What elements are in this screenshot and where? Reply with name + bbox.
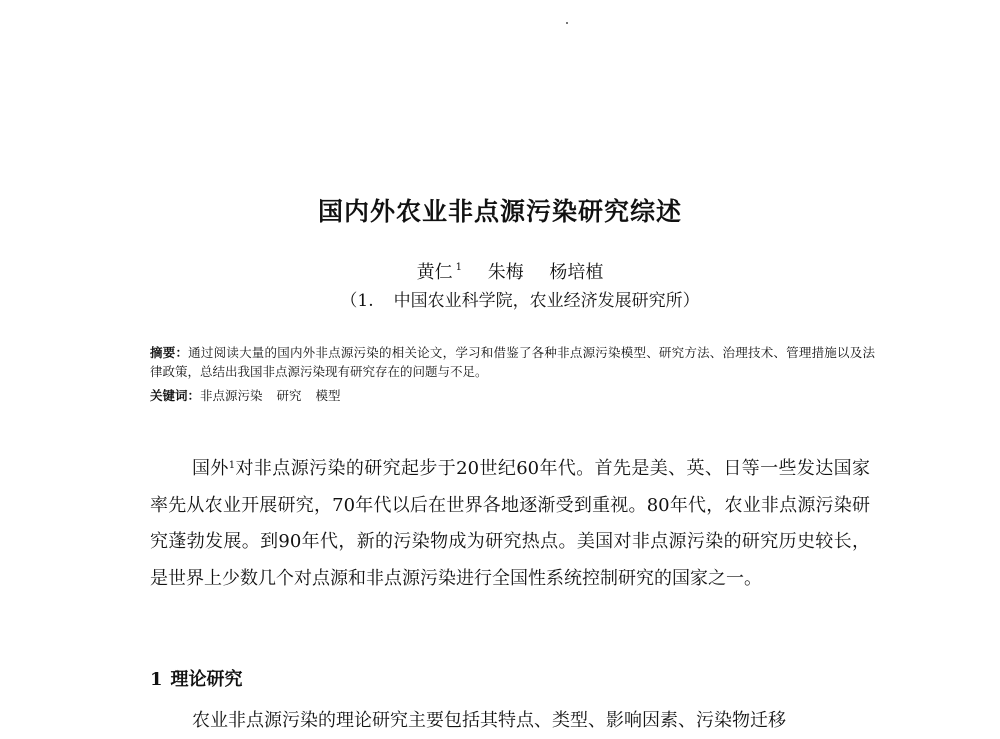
- author-1-name: 黄仁: [416, 262, 453, 283]
- keyword-2: 研究: [276, 388, 302, 403]
- keyword-3: 模型: [315, 388, 341, 403]
- author-3: 杨培植: [549, 262, 604, 283]
- para1-start: 国外: [192, 458, 229, 479]
- para1-rest: 对非点源污染的研究起步于20世纪60年代。首先是美、英、日等一些发达国家率先从农业开展研究，70年代以后在世界各地逐渐受到重视。80年代，农业非点源污染研究蓬勃发展。到90年代，新的污染物成为研究热点。美国对非点源污染的研究历史较长，是世界上少数几个对点源和非点源污染进行全国性系统控制研究的国家之一。: [150, 458, 871, 589]
- abstract: [150, 343, 875, 381]
- author-1: [417, 262, 462, 283]
- author-1-affil-mark: 1: [455, 262, 462, 273]
- keywords: [150, 386, 875, 405]
- scan-speck: [566, 22, 568, 24]
- affiliation: [0, 286, 1000, 311]
- paper-title: 国内外农业非点源污染研究综述: [317, 197, 682, 226]
- abstract-label: 摘要：: [150, 345, 189, 360]
- keywords-label: 关键词：: [150, 388, 201, 403]
- cutoff-text-line: 农业非点源污染的理论研究主要包括其特点、类型、影响因素、污染物迁移: [192, 710, 786, 731]
- section-heading-1: [150, 665, 243, 691]
- author-line: [0, 258, 1000, 284]
- section-number: 1: [150, 669, 163, 690]
- citation-ref-1: 1: [228, 460, 236, 471]
- body-paragraph-1: [150, 448, 870, 597]
- author-2: 朱梅: [487, 262, 524, 283]
- section-title: 理论研究: [170, 669, 243, 690]
- abstract-text: 通过阅读大量的国内外非点源污染的相关论文，学习和借鉴了各种非点源污染模型、研究方法、治理技术、管理措施以及法律政策，总结出我国非点源污染现有研究存在的问题与不足。: [150, 345, 875, 379]
- affiliation-text: 中国农业科学院，农业经济发展研究所）: [393, 291, 700, 311]
- affiliation-number: （1.: [340, 291, 374, 311]
- keyword-1: 非点源污染: [200, 388, 263, 403]
